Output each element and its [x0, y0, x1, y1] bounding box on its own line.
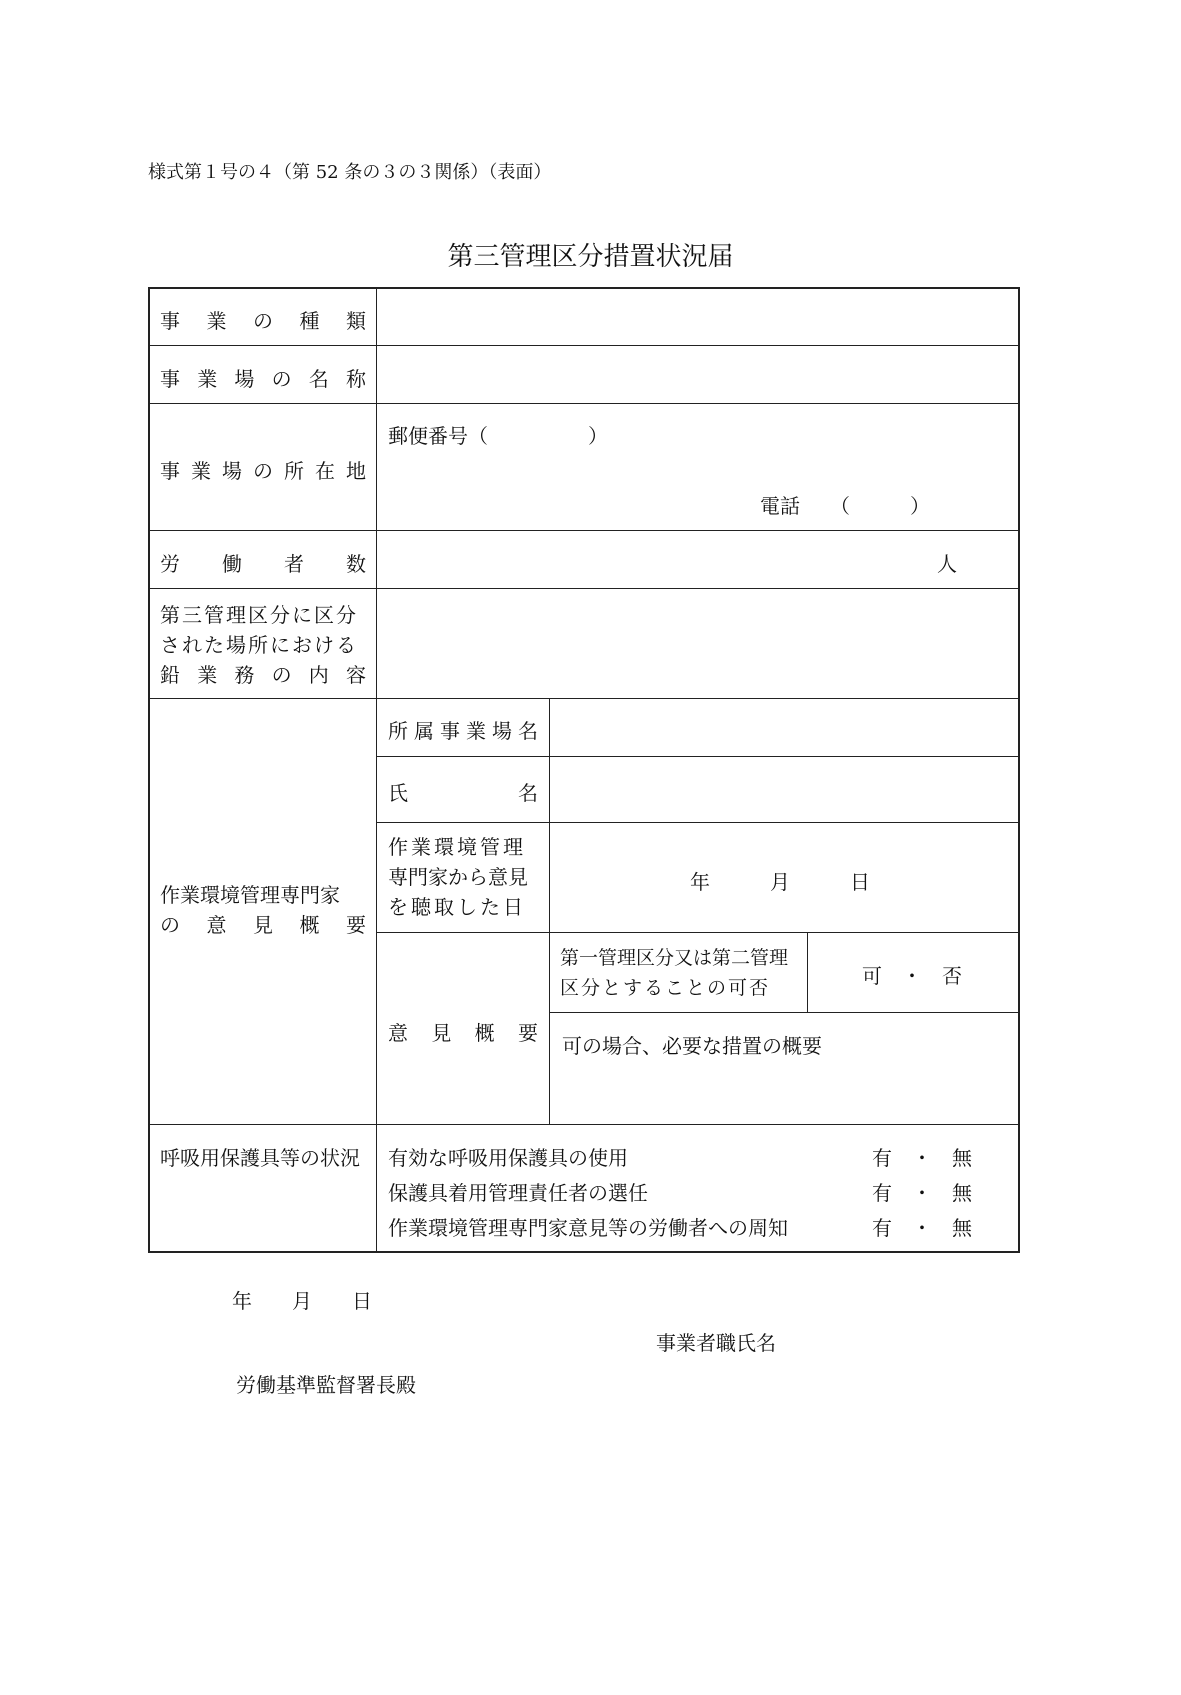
respirator-item-label: 有効な呼吸用保護具の使用	[388, 1146, 628, 1170]
respirator-item-label: 作業環境管理専門家意見等の労働者への周知	[388, 1216, 788, 1240]
label-business-type: 事 業 の 種 類	[160, 309, 366, 333]
respirator-item-label: 保護具着用管理責任者の選任	[388, 1181, 648, 1205]
submission-date[interactable]: 年 月 日	[232, 1289, 372, 1313]
label-worker-count: 労 働 者 数	[160, 552, 366, 576]
row-divider	[148, 530, 1020, 531]
respirator-item-choice[interactable]: 有 ・ 無	[872, 1181, 972, 1205]
label-opinion-summary: 意 見 概 要	[388, 1021, 538, 1045]
row-divider	[148, 588, 1020, 589]
addressee: 労働基準監督署長殿	[236, 1373, 416, 1397]
label-affiliation: 所 属 事 業 場 名	[388, 719, 538, 743]
label-hearing-date	[388, 832, 538, 922]
row-divider	[549, 1012, 1020, 1013]
form-title: 第三管理区分措置状況届	[447, 242, 734, 272]
label-expert-line: 作業環境管理専門家	[160, 883, 340, 907]
label-hearing-line: を聴取した日	[388, 895, 526, 919]
hearing-date-field[interactable]: 年 月 日	[690, 870, 870, 894]
row-divider	[148, 403, 1020, 404]
label-classification-possibility	[560, 943, 788, 1003]
label-work-content-line: 鉛 業 務 の 内 容	[160, 663, 366, 687]
column-divider	[376, 287, 377, 1253]
label-possibility-line: 第一管理区分又は第二管理	[560, 947, 789, 969]
postal-code-field[interactable]: 郵便番号（ ）	[388, 424, 608, 448]
label-respirator-status: 呼吸用保護具等の状況	[160, 1146, 360, 1170]
row-divider	[148, 698, 1020, 699]
respirator-item-choice[interactable]: 有 ・ 無	[872, 1146, 972, 1170]
work-content-field[interactable]	[380, 592, 1016, 696]
required-measures-field[interactable]	[553, 1058, 1016, 1120]
affiliation-field[interactable]	[553, 701, 1016, 754]
employer-name-label: 事業者職氏名	[656, 1331, 776, 1355]
row-divider	[148, 1124, 1020, 1125]
respirator-item-choice[interactable]: 有 ・ 無	[872, 1216, 972, 1240]
label-expert-name: 氏 名	[388, 781, 538, 805]
expert-name-field[interactable]	[553, 759, 1016, 820]
row-divider	[376, 932, 1020, 933]
column-divider	[807, 932, 808, 1012]
phone-field[interactable]: 電話 （ ）	[760, 494, 930, 518]
row-divider	[376, 756, 1020, 757]
label-work-content-line: された場所における	[160, 633, 358, 657]
label-hearing-line: 専門家から意見	[388, 865, 528, 889]
worker-unit: 人	[937, 552, 957, 576]
label-workplace-location: 事 業 場 の 所 在 地	[160, 459, 366, 483]
label-workplace-name: 事 業 場 の 名 称	[160, 367, 366, 391]
label-work-content-line: 第三管理区分に区分	[160, 603, 358, 627]
label-work-content	[160, 600, 366, 690]
label-possibility-line: 区分とすることの可否	[560, 977, 771, 999]
label-expert-opinion	[160, 880, 366, 940]
possibility-choice[interactable]: 可 ・ 否	[862, 964, 962, 988]
business-type-field[interactable]	[380, 290, 1016, 343]
label-required-measures: 可の場合、必要な措置の概要	[562, 1034, 822, 1058]
column-divider	[549, 698, 550, 1124]
label-hearing-line: 作業環境管理	[388, 835, 526, 859]
row-divider	[148, 345, 1020, 346]
label-expert-line: の 意 見 概 要	[160, 913, 366, 937]
workplace-name-field[interactable]	[380, 348, 1016, 401]
row-divider	[376, 822, 1020, 823]
form-number: 様式第１号の４（第 52 条の３の３関係）（表面）	[148, 162, 552, 183]
